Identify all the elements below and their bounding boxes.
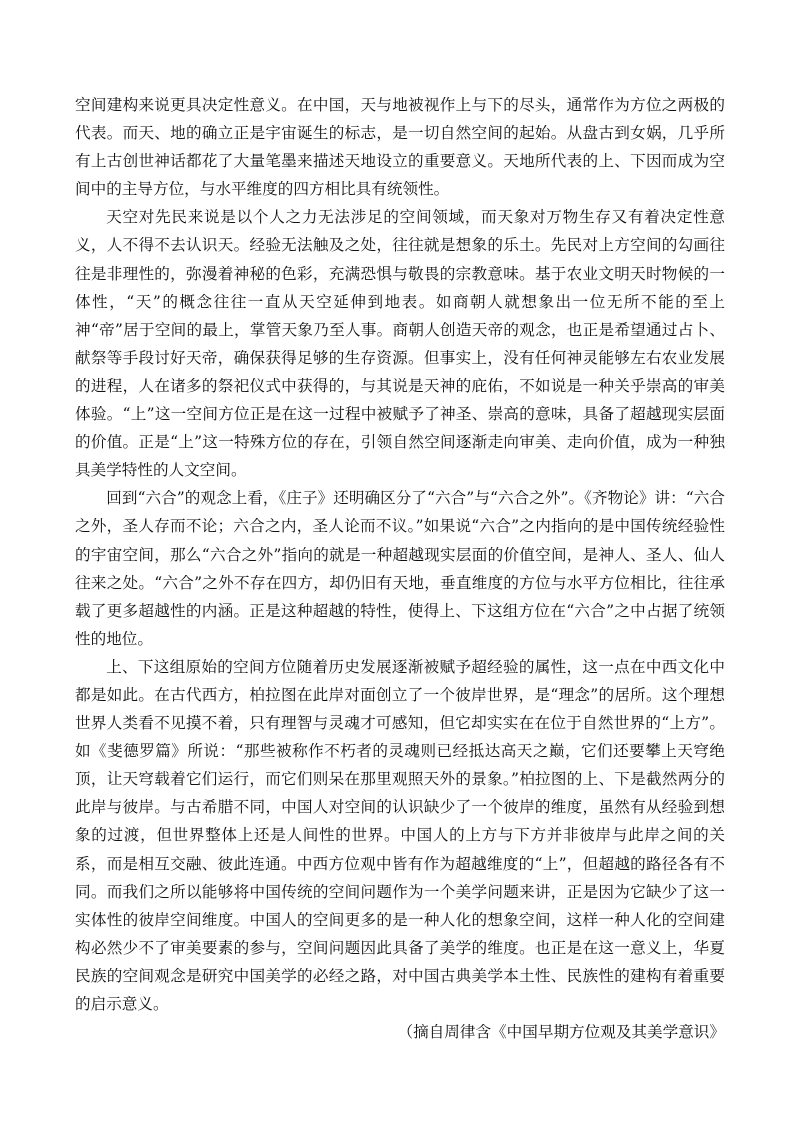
paragraph-2: 天空对先民来说是以个人之力无法涉足的空间领域，而天象对万物生存又有着决定性意义，人不得不去认识天。经验无法触及之处，往往就是想象的乐土。先民对上方空间的勾画往往是非理性的，弥漫着神秘的色彩，充满恐惧与敬畏的宗教意味。基于农业文明天时物候的一体性，“天”的概念往往一直从天空延伸到地表。如商朝人就想象出一位无所不能的至上神“帝”居于空间的最上，掌管天象乃至人事。商朝人创造天帝的观念，也正是希望通过占卜、献祭等手段讨好天帝，确保获得足够的生存资源。但事实上，没有任何神灵能够左右农业发展的进程，人在诸多的祭祀仪式中获得的，与其说是天神的庇佑，不如说是一种关乎崇高的审美体验。“上”这一空间方位正是在这一过程中被赋予了神圣、崇高的意味，具备了超越现实层面的价值。正是“上”这一特殊方位的存在，引领自然空间逐渐走向审美、走向价值，成为一种独具美学特性的人文空间。 <box>75 208 725 480</box>
document-page <box>75 91 725 1046</box>
paragraph-1: 空间建构来说更具决定性意义。在中国，天与地被视作上与下的尽头，通常作为方位之两极的代表。而天、地的确立正是宇宙诞生的标志，是一切自然空间的起始。从盘古到女娲，几乎所有上古创世神话都花了大量笔墨来描述天地设立的重要意义。天地所代表的上、下因而成为空间中的主导方位，与水平维度的四方相比具有统领性。 <box>75 96 725 199</box>
source-citation: （摘自周律含《中国早期方位观及其美学意识》 <box>397 1023 725 1042</box>
paragraph-4: 上、下这组原始的空间方位随着历史发展逐渐被赋予超经验的属性，这一点在中西文化中都是如此。在古代西方，柏拉图在此岸对面创立了一个彼岸世界，是“理念”的居所。这个理想世界人类看不见摸不着，只有理智与灵魂才可感知，但它却实实在在位于自然世界的“上方”。如《斐德罗篇》所说：“那些被称作不朽者的灵魂则已经抵达高天之巅，它们还要攀上天穹绝顶，让天穹载着它们运行，而它们则呆在那里观照天外的景象。”柏拉图的上、下是截然两分的此岸与彼岸。与古希腊不同，中国人对空间的认识缺少了一个彼岸的维度，虽然有从经验到想象的过渡，但世界整体上还是人间性的世界。中国人的上方与下方并非彼岸与此岸之间的关系，而是相互交融、彼此连通。中西方位观中皆有作为超越维度的“上”，但超越的路径各有不同。而我们之所以能够将中国传统的空间问题作为一个美学问题来讲，正是因为它缺少了这一实体性的彼岸空间维度。中国人的空间更多的是一种人化的想象空间，这样一种人化的空间建构必然少不了审美要素的参与，空间问题因此具备了美学的维度。也正是在这一意义上，华夏民族的空间观念是研究中国美学的必经之路，对中国古典美学本土性、民族性的建构有着重要的启示意义。 <box>75 657 725 1013</box>
paragraph-3: 回到“六合”的观念上看，《庄子》还明确区分了“六合”与“六合之外”。《齐物论》讲：“六合之外，圣人存而不论；六合之内，圣人论而不议。”如果说“六合”之内指向的是中国传统经验性的宇宙空间，那么“六合之外”指向的就是一种超越现实层面的价值空间，是神人、圣人、仙人往来之处。“六合”之外不存在四方，却仍旧有天地，垂直维度的方位与水平方位相比，往往承载了更多超越性的内涵。正是这种超越的特性，使得上、下这组方位在“六合”之中占据了统领性的地位。 <box>75 489 725 648</box>
